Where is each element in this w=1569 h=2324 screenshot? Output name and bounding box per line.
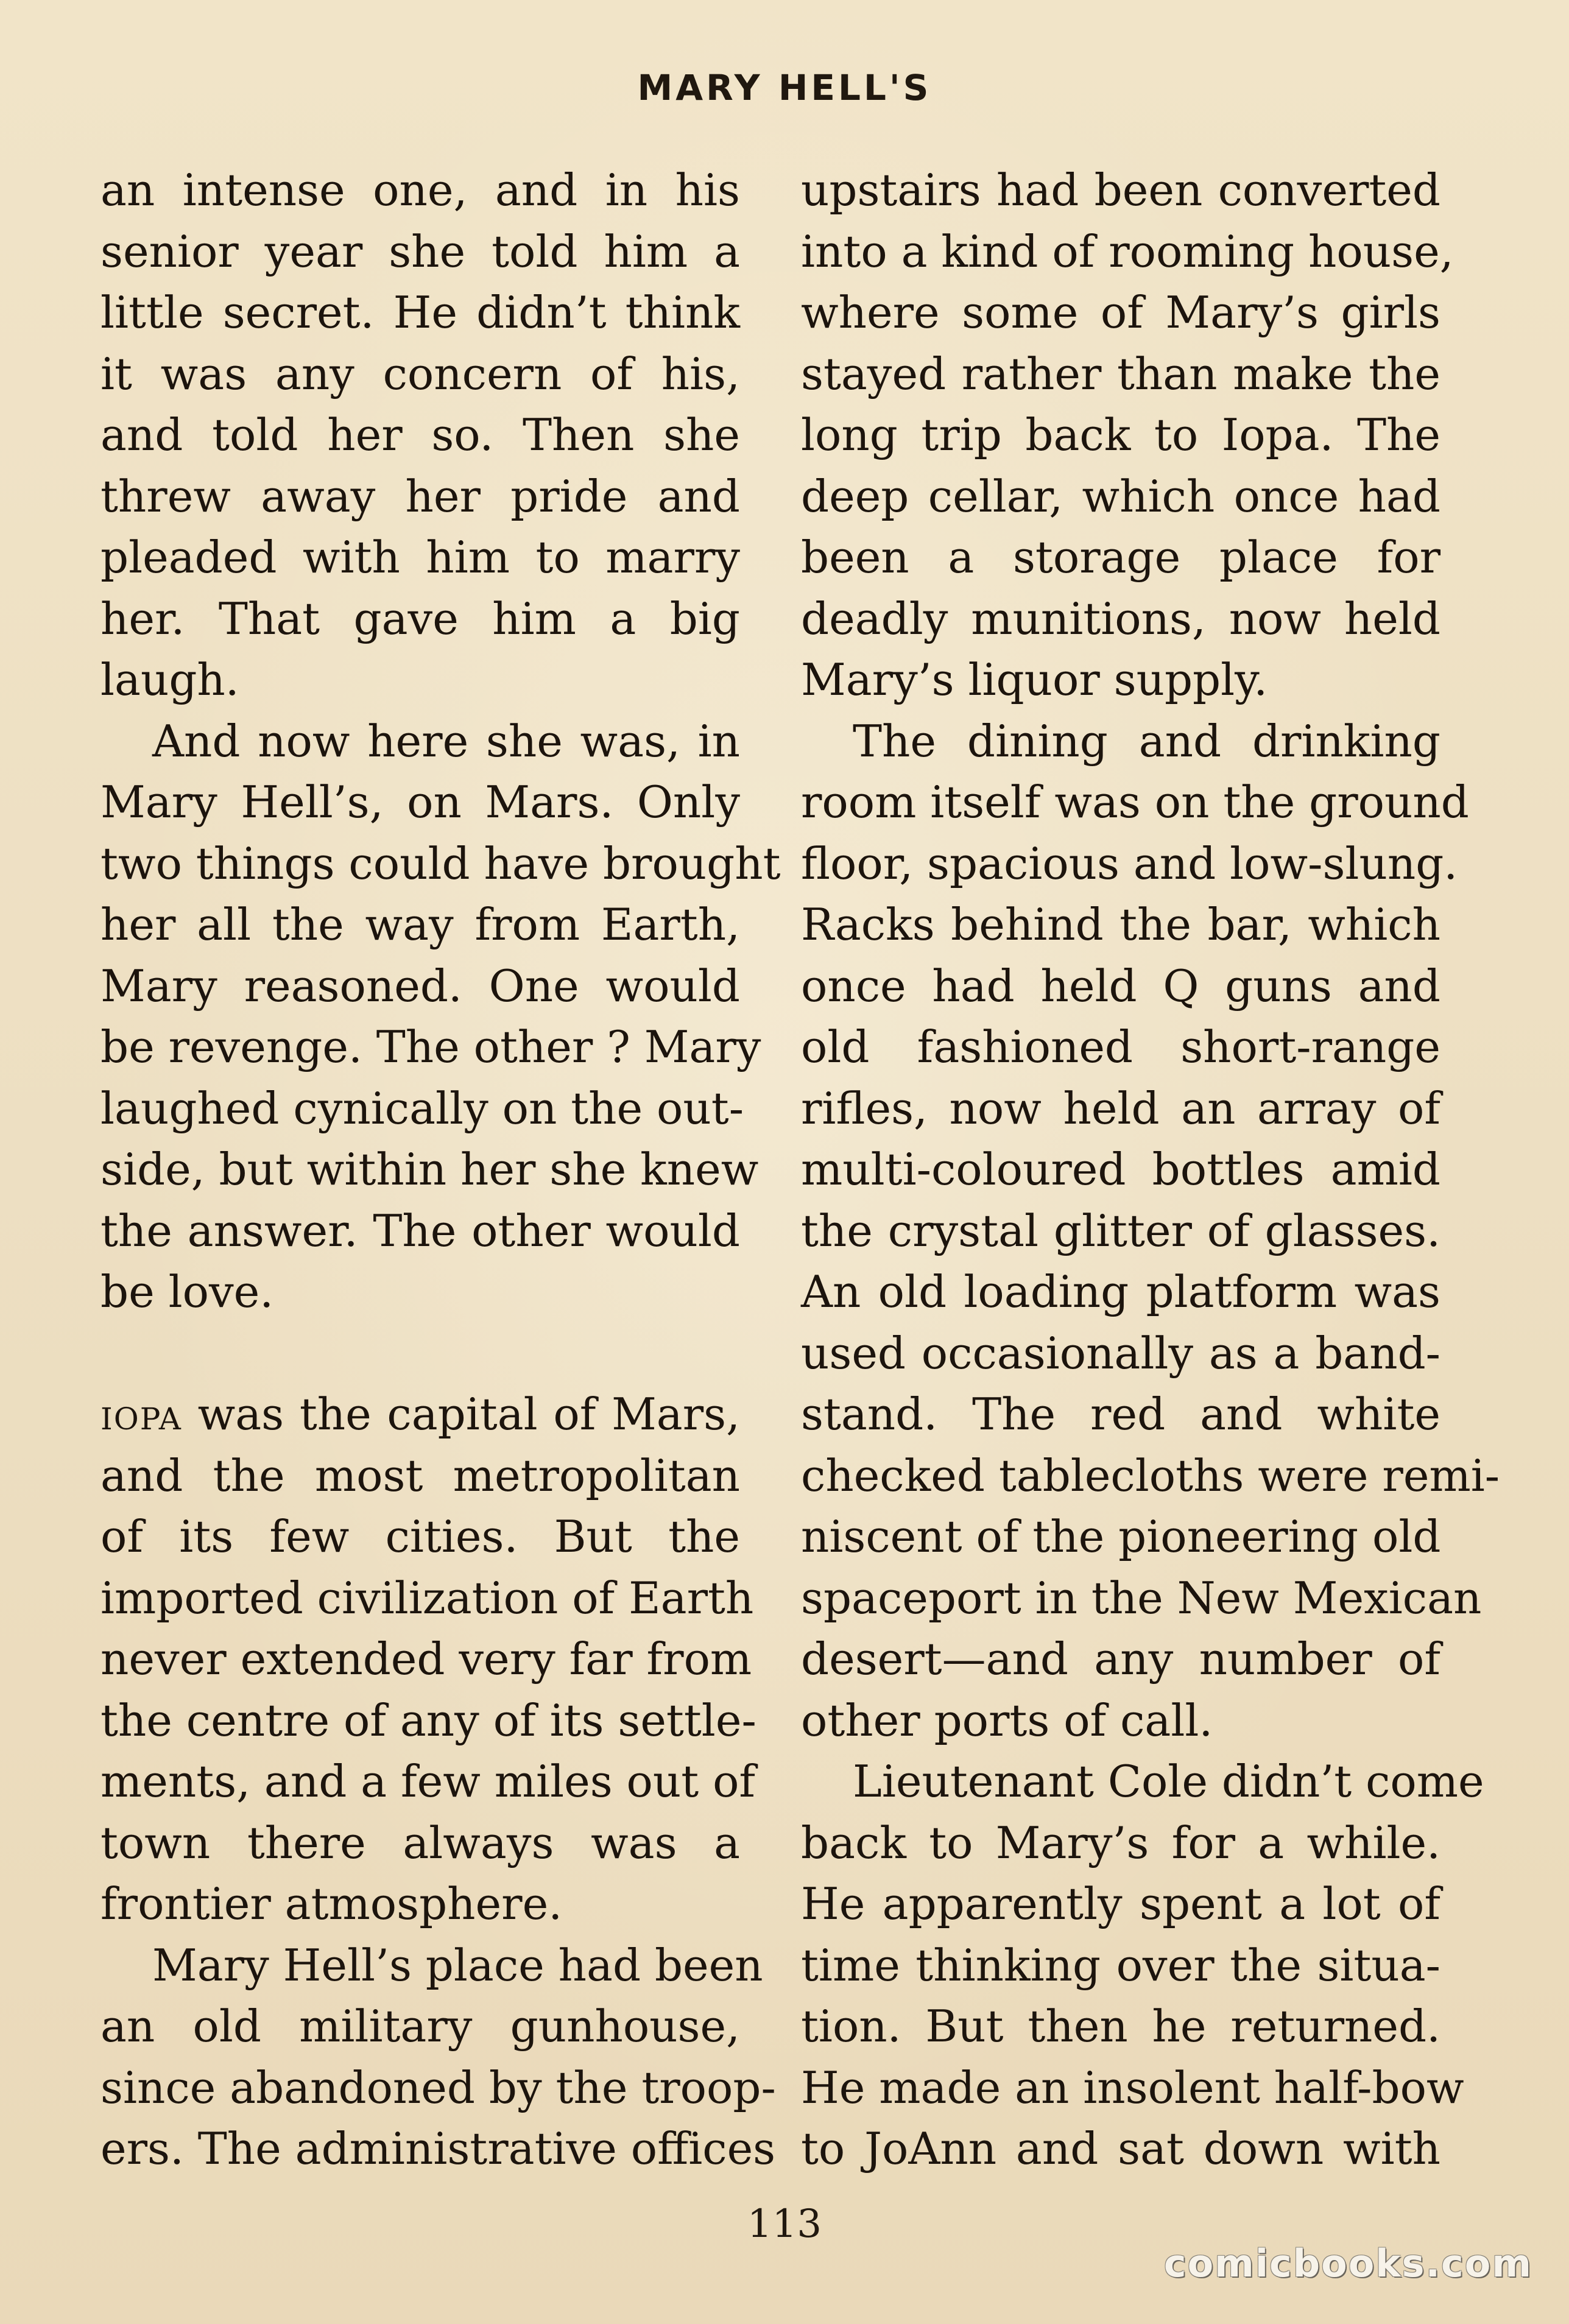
text-line: time thinking over the situa- <box>801 1939 1440 1991</box>
text-line: upstairs had been converted <box>801 164 1440 216</box>
text-line: senior year she told him a <box>100 225 740 277</box>
text-line: two things could have brought <box>100 837 781 889</box>
text-line: Mary Hell’s place had been <box>152 1939 763 1991</box>
text-line <box>100 1384 740 1445</box>
text-line: room itself was on the ground <box>801 776 1469 828</box>
text-line: town there always was a <box>100 1817 740 1868</box>
text-line: Mary’s liquor supply. <box>801 654 1268 705</box>
text-line: where some of Mary’s girls <box>801 287 1440 338</box>
text-line: pleaded with him to marry <box>100 532 740 583</box>
text-line: other ports of call. <box>801 1694 1213 1746</box>
text-line: stayed rather than make the <box>801 348 1440 400</box>
text-line: checked tablecloths were remi- <box>801 1449 1500 1501</box>
text-line: He made an insolent half-bow <box>801 2062 1464 2113</box>
text-line: an intense one, and in his <box>100 164 740 216</box>
text-line: laugh. <box>100 654 239 705</box>
text-line: deadly munitions, now held <box>801 593 1440 644</box>
text-line: never extended very far from <box>100 1633 752 1685</box>
text-line: deep cellar, which once had <box>801 470 1440 522</box>
text-line: side, but within her she knew <box>100 1144 759 1195</box>
text-line: old fashioned short-range <box>801 1021 1440 1072</box>
text-line: of its few cities. But the <box>100 1511 740 1562</box>
text-line: Mary Hell’s, on Mars. Only <box>100 776 740 828</box>
text-line: to JoAnn and sat down with <box>801 2123 1440 2174</box>
text-line: back to Mary’s for a while. <box>801 1817 1440 1868</box>
text-line: used occasionally as a band- <box>801 1327 1440 1379</box>
text-line: He apparently spent a lot of <box>801 1878 1440 1929</box>
text-line: Lieutenant Cole didn’t come <box>853 1756 1484 1807</box>
section-opening-word: iopa <box>100 1389 182 1440</box>
text-line: ments, and a few miles out of <box>100 1756 756 1807</box>
text-line: niscent of the pioneering old <box>801 1511 1441 1562</box>
text-line: her all the way from Earth, <box>100 899 740 950</box>
text-line: once had held Q guns and <box>801 960 1440 1012</box>
text-line: tion. But then he returned. <box>801 2001 1440 2052</box>
text-line: Mary reasoned. One would <box>100 960 740 1012</box>
right-column <box>801 160 1500 2180</box>
text-line: imported civilization of Earth <box>100 1572 754 1624</box>
text-line: and told her so. Then she <box>100 409 740 460</box>
watermark: comicbooks.com <box>1163 2241 1532 2286</box>
text-line: into a kind of rooming house, <box>801 225 1454 277</box>
text-line: desert—and any number of <box>801 1633 1440 1685</box>
text-line: spaceport in the New Mexican <box>801 1572 1482 1624</box>
page-number: 113 <box>747 2202 822 2247</box>
text-line: the answer. The other would <box>100 1205 740 1256</box>
text-line: frontier atmosphere. <box>100 1878 563 1929</box>
left-column <box>100 160 781 2180</box>
text-line: and the most metropolitan <box>100 1449 740 1501</box>
running-head: MARY HELL'S <box>637 67 932 108</box>
text-line: since abandoned by the troop- <box>100 2062 776 2113</box>
text-line: the crystal glitter of glasses. <box>801 1205 1440 1256</box>
text-line: little secret. He didn’t think <box>100 287 740 338</box>
text-line: her. That gave him a big <box>100 593 740 644</box>
text-line: been a storage place for <box>801 532 1440 583</box>
text-line <box>100 1323 740 1384</box>
text-line: the centre of any of its settle- <box>100 1694 756 1746</box>
text-line: stand. The red and white <box>801 1389 1440 1440</box>
text-line: multi-coloured bottles amid <box>801 1144 1440 1195</box>
text-line: it was any concern of his, <box>100 348 740 400</box>
text-line-rest: was the capital of Mars, <box>182 1389 740 1440</box>
text-line: be revenge. The other ? Mary <box>100 1021 761 1072</box>
text-line: long trip back to Iopa. The <box>801 409 1440 460</box>
text-line: The dining and drinking <box>853 715 1440 767</box>
text-line: Racks behind the bar, which <box>801 899 1440 950</box>
text-line: An old loading platform was <box>801 1266 1440 1317</box>
text-line: threw away her pride and <box>100 470 740 522</box>
text-line: ers. The administrative offices <box>100 2123 776 2174</box>
text-line: be love. <box>100 1266 274 1317</box>
text-line: an old military gunhouse, <box>100 2001 740 2052</box>
text-line: And now here she was, in <box>152 715 740 767</box>
text-line: floor, spacious and low-slung. <box>801 837 1458 889</box>
text-line: rifles, now held an array of <box>801 1082 1440 1134</box>
text-line: laughed cynically on the out- <box>100 1082 744 1134</box>
